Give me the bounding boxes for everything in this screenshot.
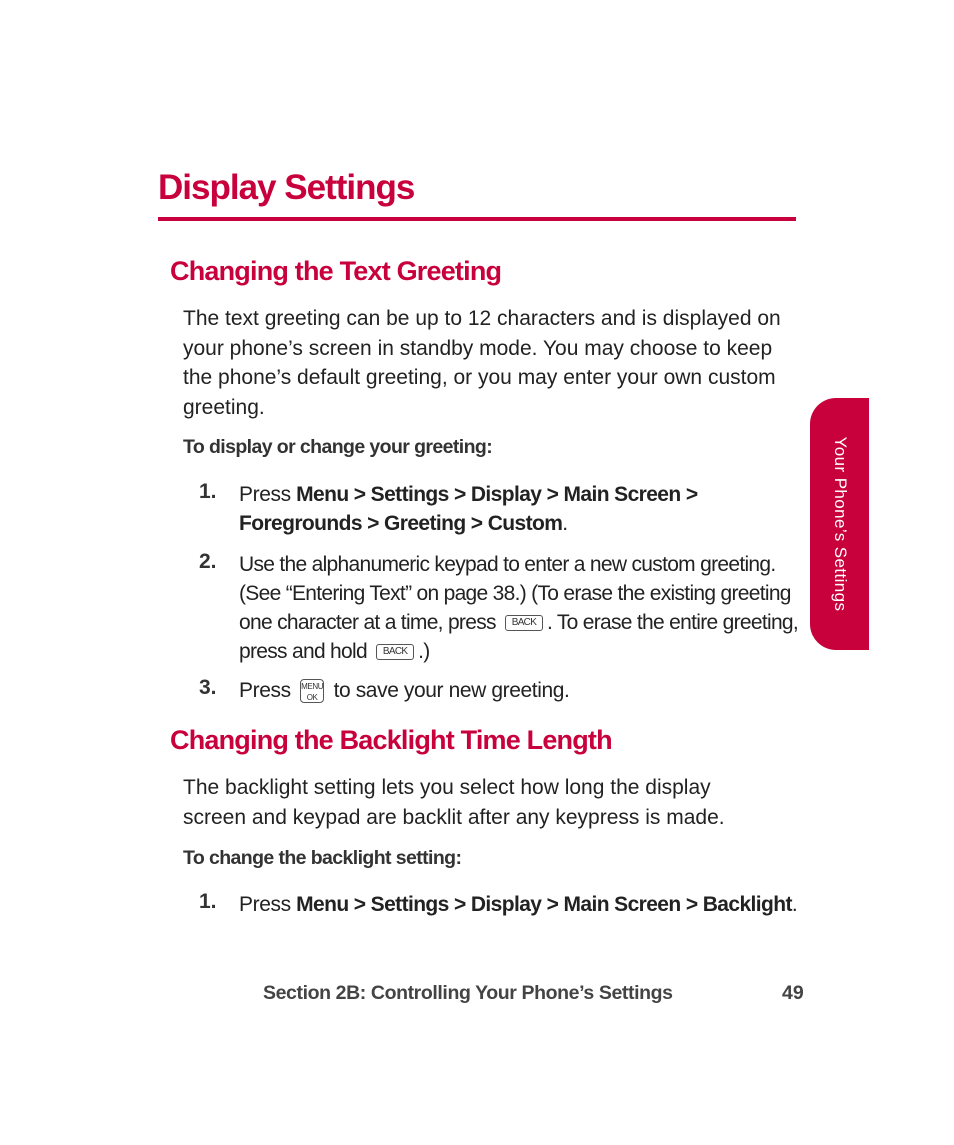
step-1-greeting (239, 480, 799, 538)
section-intro-text-greeting: The text greeting can be up to 12 characters and is displayed on your phone’s screen in standby mode. You may choose to keep the phone’s default greeting, or you may enter your own custom greeting. (183, 307, 781, 419)
step-number: 2. (199, 550, 217, 573)
step-text: to save your new greeting. (333, 679, 570, 702)
step-number: 3. (199, 676, 217, 699)
step-3-greeting (239, 676, 799, 705)
step-suffix: . (562, 512, 568, 535)
back-key-icon: BACK (376, 644, 414, 660)
step-text: .) (418, 640, 430, 663)
instruction-lead-backlight: To change the backlight setting: (183, 847, 462, 869)
step-number: 1. (199, 890, 217, 913)
menu-ok-key-icon (300, 679, 324, 703)
step-prefix: Press (239, 483, 291, 506)
step-text: . To erase the entire greeting, press and hold (239, 611, 799, 663)
step-1-backlight (239, 890, 799, 919)
step-suffix: . (791, 893, 798, 916)
section-heading-text-greeting: Changing the Text Greeting (170, 256, 502, 286)
footer-section-title: Section 2B: Controlling Your Phone’s Settings (263, 982, 673, 1004)
step-text: Press (239, 679, 291, 702)
menu-path: Menu > Settings > Display > Main Screen > Foregrounds > Greeting > Custom (239, 483, 698, 535)
section-intro-backlight: The backlight setting lets you select how long the display screen and keypad are backlit after any keypress is made. (183, 776, 725, 829)
step-number: 1. (199, 480, 217, 503)
page-number: 49 (782, 982, 804, 1004)
step-2-greeting (239, 550, 799, 666)
section-side-tab (810, 398, 869, 650)
page-title: Display Settings (158, 168, 415, 207)
key-label-ok: OK (306, 693, 318, 703)
step-prefix: Press (239, 893, 291, 916)
instruction-lead-greeting: To display or change your greeting: (183, 436, 493, 458)
section-heading-backlight: Changing the Backlight Time Length (170, 725, 612, 755)
title-divider (158, 217, 796, 221)
back-key-icon: BACK (505, 615, 543, 631)
menu-path: Menu > Settings > Display > Main Screen > Backlight (296, 893, 792, 916)
key-label-menu: MENU (301, 682, 324, 692)
step-text: Use the alphanumeric keypad to enter a new custom greeting. (See “Entering Text” on page 38.) (To erase the existing greeting one character at a time, press (239, 553, 791, 634)
side-tab-label: Your Phone’s Settings (830, 436, 850, 612)
